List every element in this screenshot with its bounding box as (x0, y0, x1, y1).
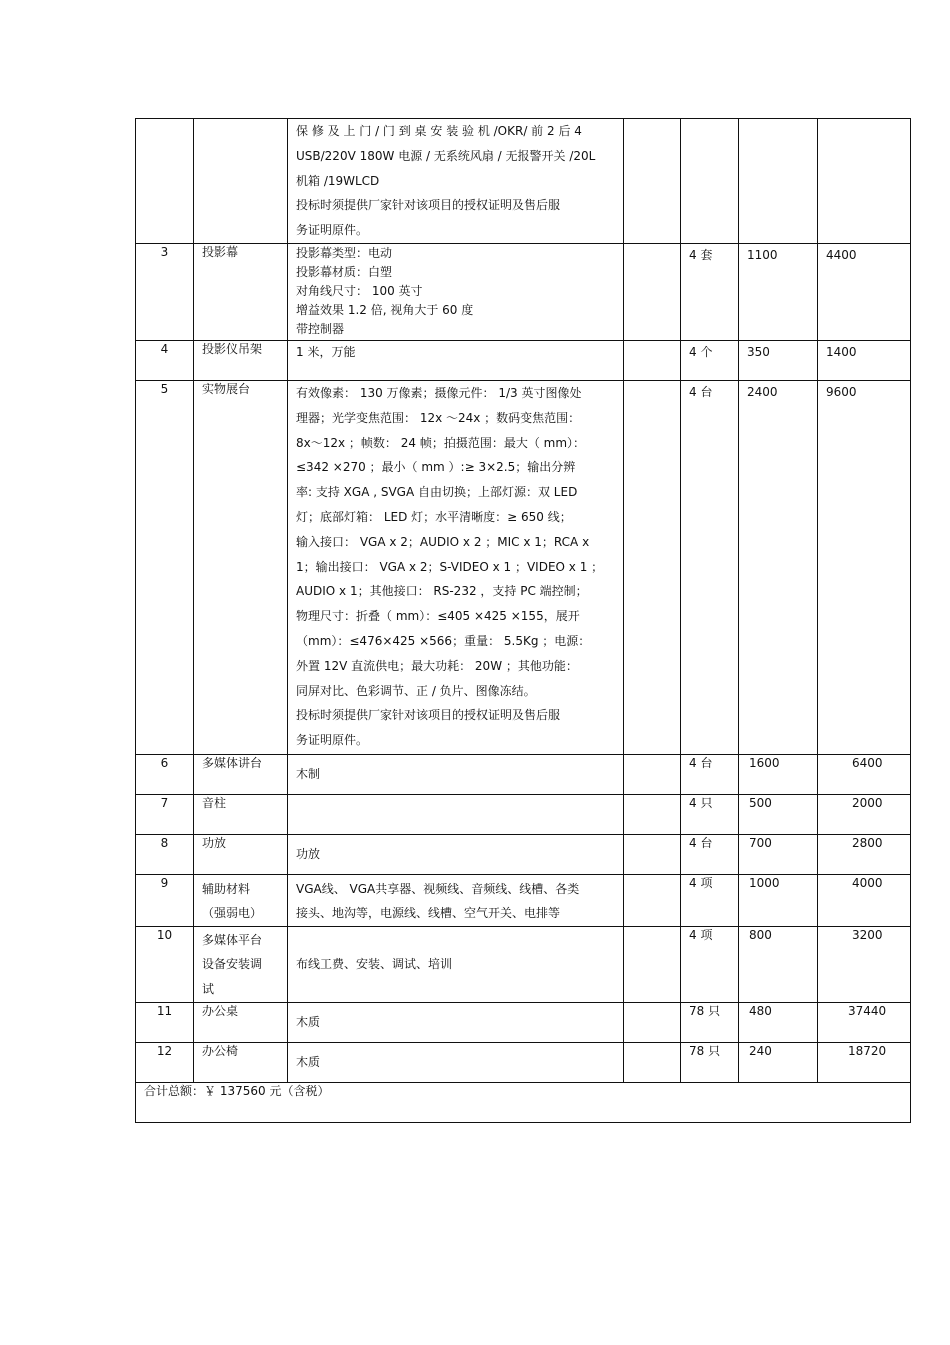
row-number: 9 (136, 875, 194, 927)
item-total: 3200 (818, 927, 911, 1003)
item-name: 音柱 (194, 795, 288, 835)
item-name: 辅助材料 （强弱电） (194, 875, 288, 927)
item-name: 多媒体讲台 (194, 755, 288, 795)
table-row (136, 835, 911, 875)
item-unit-price: 1600 (739, 755, 818, 795)
item-total: 2000 (818, 795, 911, 835)
blank-cell (624, 795, 681, 835)
table-row (136, 795, 911, 835)
item-unit-price: 480 (739, 1003, 818, 1043)
item-spec: 投影幕类型：电动 投影幕材质：白塑 对角线尺寸： 100 英寸 增益效果 1.2 倍, 视角大于 60 度 带控制器 (288, 244, 624, 341)
table-row (136, 341, 911, 381)
procurement-table (135, 118, 911, 1123)
item-name: 投影幕 (194, 244, 288, 341)
item-quantity: 78 只 (681, 1003, 739, 1043)
item-quantity: 4 台 (681, 835, 739, 875)
item-total: 6400 (818, 755, 911, 795)
item-spec: VGA线、 VGA共享器、视频线、音频线、线槽、各类 接头、地沟等，电源线、线槽、空气开关、电排等 (288, 875, 624, 927)
blank-cell (624, 381, 681, 755)
blank-cell (624, 341, 681, 381)
item-name: 实物展台 (194, 381, 288, 755)
row-number: 7 (136, 795, 194, 835)
item-spec: 保 修 及 上 门 / 门 到 桌 安 装 验 机 /OKR/ 前 2 后 4 USB/220V 180W 电源 / 无系统风扇 / 无报警开关 /20L 机箱 /19WLCD 投标时须提供厂家针对该项目的授权证明及售后服 务证明原件。 (288, 119, 624, 244)
item-spec: 木制 (288, 755, 624, 795)
row-number: 12 (136, 1043, 194, 1083)
table-row (136, 381, 911, 755)
row-number: 4 (136, 341, 194, 381)
item-unit-price: 800 (739, 927, 818, 1003)
item-spec: 功放 (288, 835, 624, 875)
item-name: 办公桌 (194, 1003, 288, 1043)
blank-cell (624, 875, 681, 927)
item-quantity: 4 个 (681, 341, 739, 381)
item-unit-price: 2400 (739, 381, 818, 755)
item-spec: 1 米，万能 (288, 341, 624, 381)
blank-cell (624, 244, 681, 341)
item-quantity: 78 只 (681, 1043, 739, 1083)
item-name: 多媒体平台 设备安装调 试 (194, 927, 288, 1003)
item-spec: 布线工费、安装、调试、培训 (288, 927, 624, 1003)
item-quantity: 4 项 (681, 875, 739, 927)
item-name: 功放 (194, 835, 288, 875)
item-total: 1400 (818, 341, 911, 381)
item-quantity: 4 项 (681, 927, 739, 1003)
table-row (136, 1043, 911, 1083)
grand-total: 合计总额：￥ 137560 元（含税） (136, 1083, 911, 1123)
table-row (136, 755, 911, 795)
row-number: 5 (136, 381, 194, 755)
table-row (136, 244, 911, 341)
table-row (136, 119, 911, 244)
item-quantity: 4 台 (681, 755, 739, 795)
item-quantity: 4 只 (681, 795, 739, 835)
item-unit-price: 500 (739, 795, 818, 835)
item-total: 2800 (818, 835, 911, 875)
item-unit-price (739, 119, 818, 244)
item-quantity: 4 套 (681, 244, 739, 341)
blank-cell (624, 835, 681, 875)
item-total: 4400 (818, 244, 911, 341)
table-row (136, 875, 911, 927)
row-number: 10 (136, 927, 194, 1003)
item-unit-price: 350 (739, 341, 818, 381)
item-spec (288, 795, 624, 835)
item-total: 37440 (818, 1003, 911, 1043)
item-total (818, 119, 911, 244)
item-name: 办公椅 (194, 1043, 288, 1083)
item-unit-price: 240 (739, 1043, 818, 1083)
row-number: 11 (136, 1003, 194, 1043)
item-total: 4000 (818, 875, 911, 927)
item-unit-price: 700 (739, 835, 818, 875)
blank-cell (624, 927, 681, 1003)
blank-cell (624, 1003, 681, 1043)
item-spec: 木质 (288, 1043, 624, 1083)
row-number (136, 119, 194, 244)
item-spec: 有效像素： 130 万像素；摄像元件： 1/3 英寸图像处 理器；光学变焦范围： 12x ～24x ；数码变焦范围： 8x～12x ；帧数： 24 帧；拍摄范围：最大（ mm）： ≤342 ×270 ；最小（ mm ）:≥ 3×2.5；输出分辨 率: 支持 XGA , SVGA 自由切换；上部灯源：双 LED 灯；底部灯箱： LED 灯；水平清晰度：≥ 650 线； 输入接口： VGA x 2；AUDIO x 2 ；MIC x 1；RCA x 1；输出接口： VGA x 2；S-VIDEO x 1 ；VIDEO x 1 ； AUDIO x 1；其他接口： RS-232 ，支持 PC 端控制； 物理尺寸：折叠（ mm）：≤405 ×425 ×155，展开 （mm）：≤476×425 ×566；重量： 5.5Kg ；电源： 外置 12V 直流供电；最大功耗： 20W ；其他功能： 同屏对比、色彩调节、正 / 负片、图像冻结。 投标时须提供厂家针对该项目的授权证明及售后服 务证明原件。 (288, 381, 624, 755)
table-row (136, 1003, 911, 1043)
row-number: 8 (136, 835, 194, 875)
item-unit-price: 1100 (739, 244, 818, 341)
item-unit-price: 1000 (739, 875, 818, 927)
item-quantity (681, 119, 739, 244)
item-spec: 木质 (288, 1003, 624, 1043)
item-name: 投影仪吊架 (194, 341, 288, 381)
blank-cell (624, 1043, 681, 1083)
blank-cell (624, 755, 681, 795)
table-row (136, 927, 911, 1003)
item-name (194, 119, 288, 244)
row-number: 3 (136, 244, 194, 341)
item-total: 18720 (818, 1043, 911, 1083)
blank-cell (624, 119, 681, 244)
row-number: 6 (136, 755, 194, 795)
item-total: 9600 (818, 381, 911, 755)
summary-row (136, 1083, 911, 1123)
item-quantity: 4 台 (681, 381, 739, 755)
